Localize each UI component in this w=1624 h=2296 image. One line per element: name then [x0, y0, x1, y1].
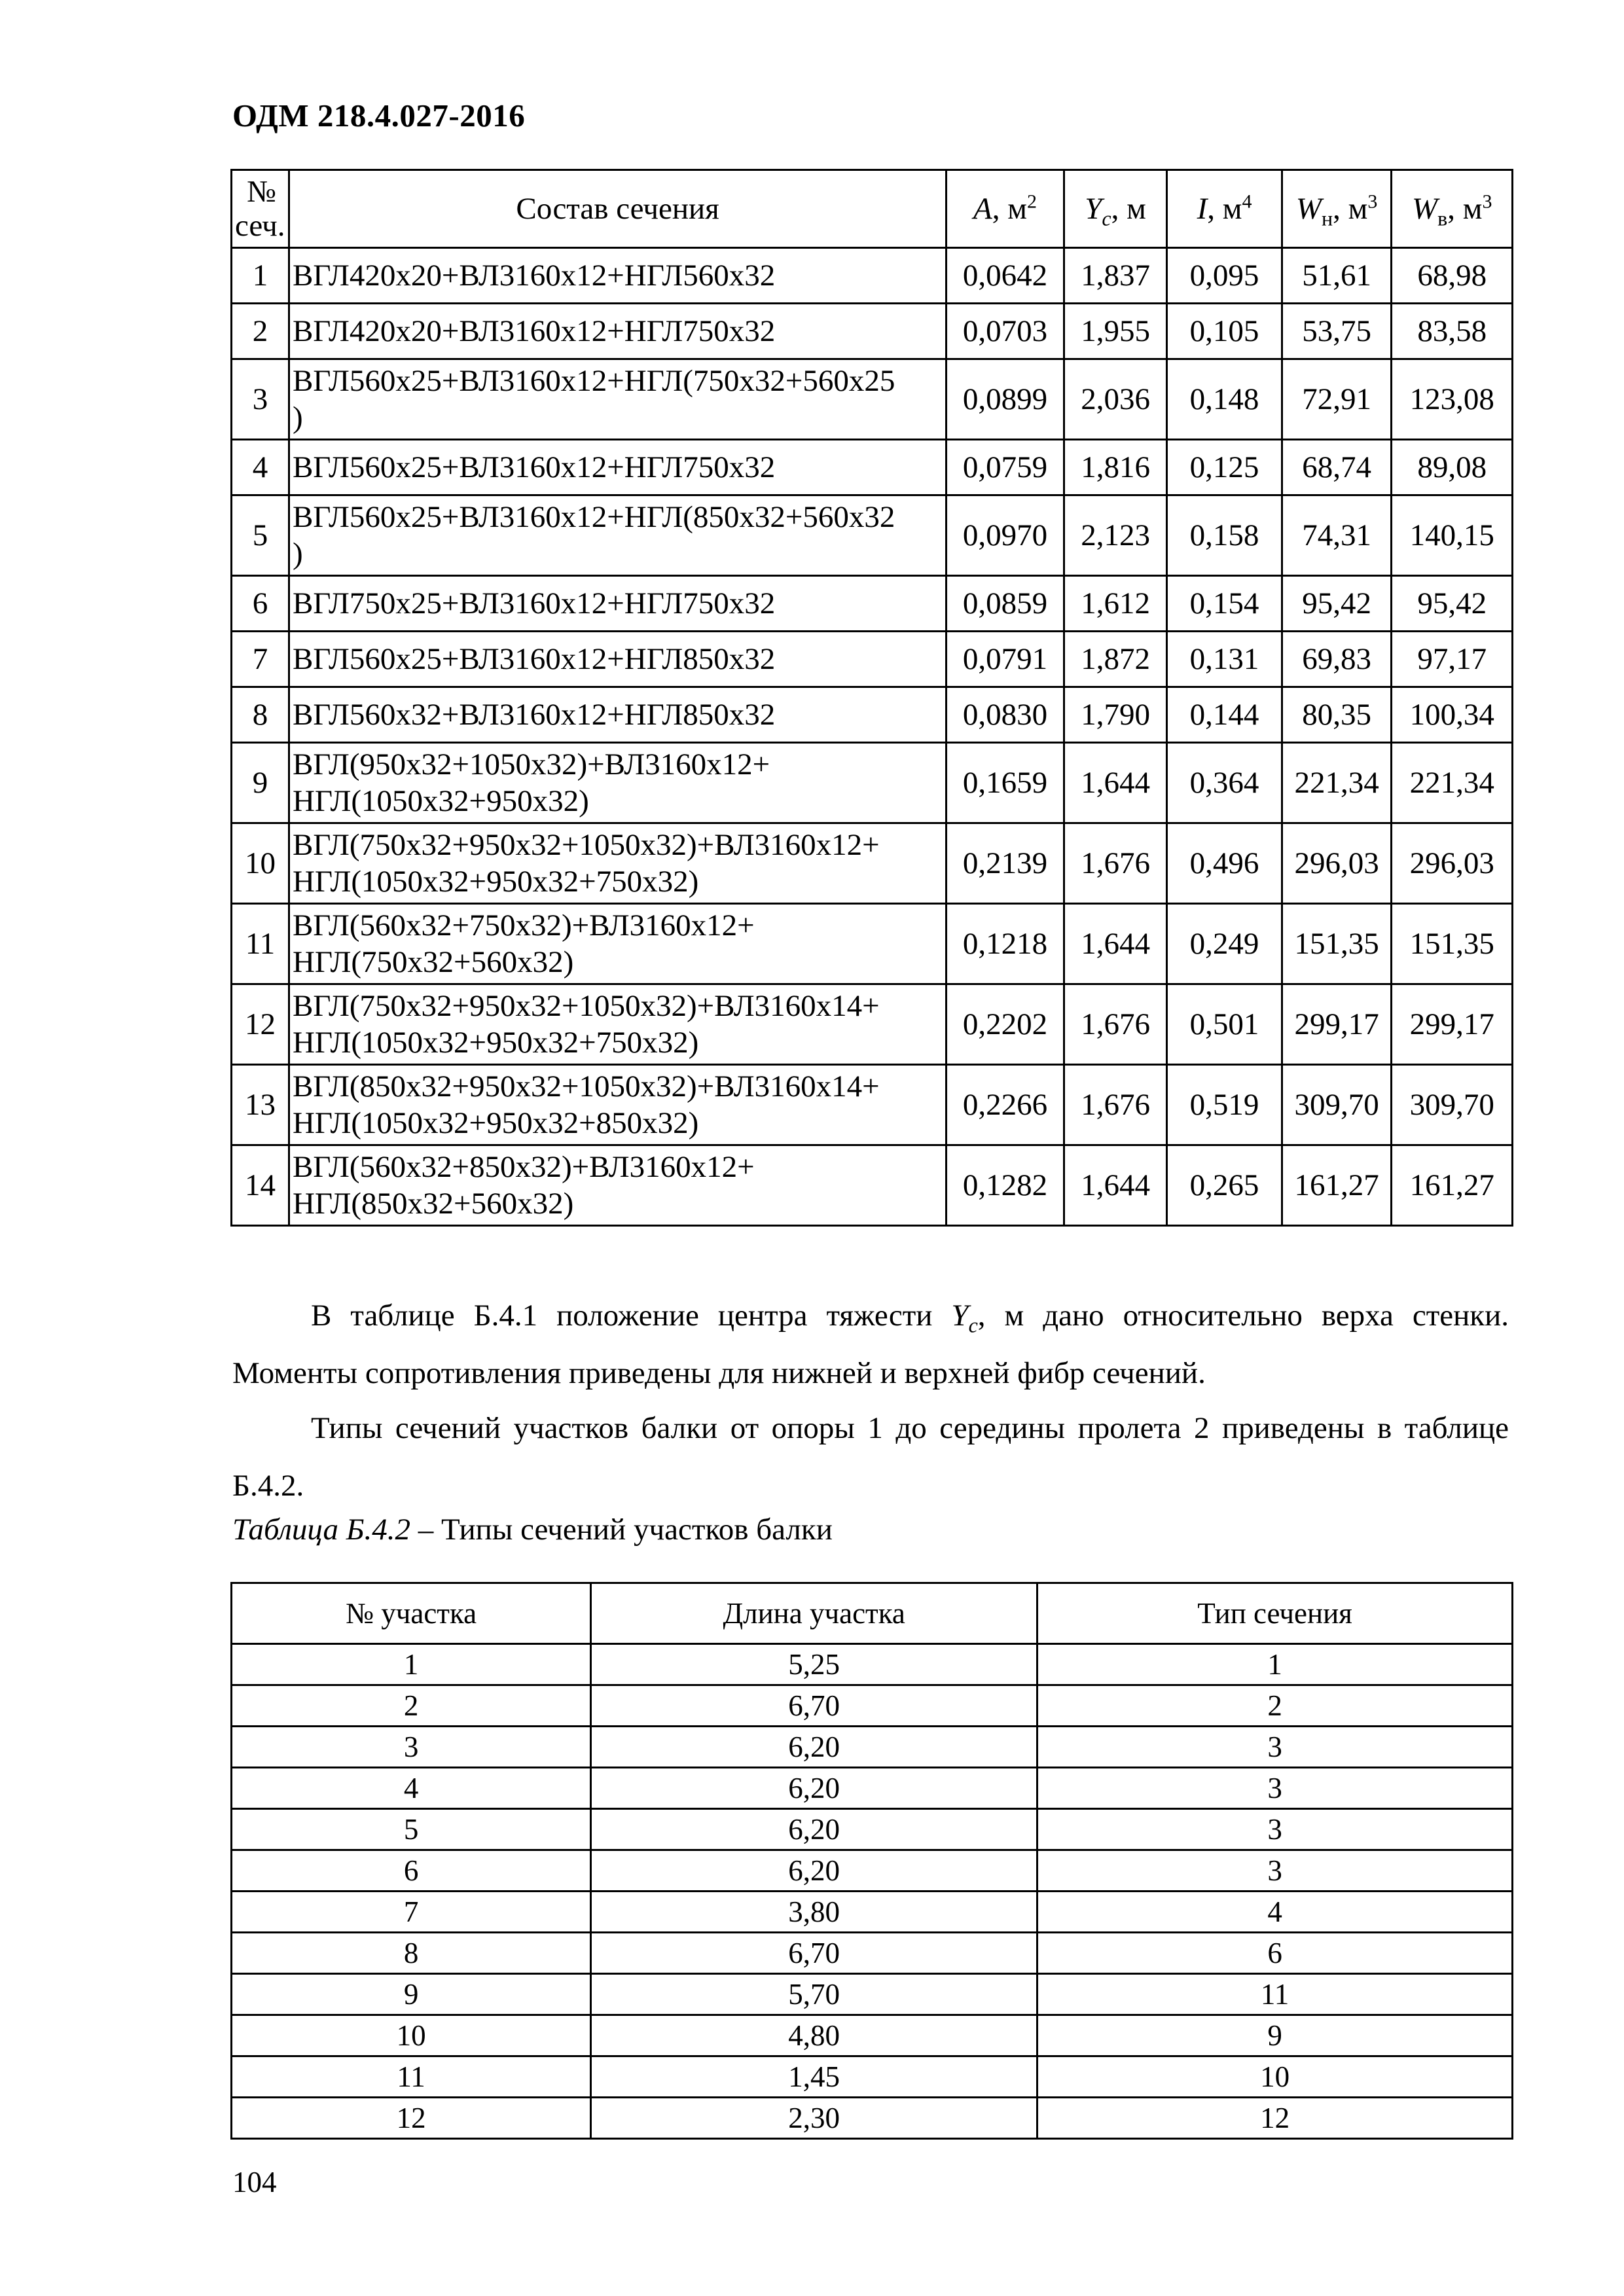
cell-section-type: 3	[1038, 1850, 1513, 1892]
cell-segment-length: 6,70	[591, 1933, 1038, 1974]
col-header-yc: $Y_c$, м	[1064, 170, 1167, 248]
paragraph-section-types: Типы сечений участков балки от опоры 1 до середины пролета 2 приведены в таблице Б.4.2.	[232, 1411, 1509, 1503]
table-row	[232, 304, 1513, 359]
cell-wv: 151,35	[1392, 904, 1513, 984]
composition-line-2: НГЛ(1050х32+950х32)	[292, 784, 589, 818]
cell-segment-number: 12	[232, 2098, 591, 2139]
cell-wv: 296,03	[1392, 823, 1513, 904]
cell-wv: 89,08	[1392, 440, 1513, 495]
cell-wn: 80,35	[1282, 687, 1392, 743]
cell-wn: 68,74	[1282, 440, 1392, 495]
cell-yc: 1,644	[1064, 1145, 1167, 1226]
composition-line-1: ВГЛ560х25+ВЛ3160х12+НГЛ(850х32+560х32	[292, 500, 895, 534]
cell-area: 0,0859	[947, 576, 1064, 632]
cell-yc: 1,676	[1064, 1065, 1167, 1145]
cell-composition	[289, 440, 946, 495]
cell-yc: 1,872	[1064, 632, 1167, 687]
cell-wn: 299,17	[1282, 984, 1392, 1065]
cell-wn: 74,31	[1282, 495, 1392, 576]
cell-wv: 299,17	[1392, 984, 1513, 1065]
cell-segment-length: 6,70	[591, 1685, 1038, 1727]
cell-wn: 69,83	[1282, 632, 1392, 687]
table-row	[232, 2015, 1513, 2056]
cell-inertia: 0,496	[1167, 823, 1282, 904]
cell-section-type: 4	[1038, 1892, 1513, 1933]
cell-wv: 140,15	[1392, 495, 1513, 576]
cell-composition	[289, 359, 946, 440]
composition-line-1: ВГЛ(560х32+850х32)+ВЛ3160х12+	[292, 1150, 755, 1184]
table-row	[232, 904, 1513, 984]
cell-yc: 1,816	[1064, 440, 1167, 495]
cell-area: 0,0830	[947, 687, 1064, 743]
cell-section-number: 3	[232, 359, 289, 440]
cell-inertia: 0,105	[1167, 304, 1282, 359]
cell-wv: 68,98	[1392, 248, 1513, 304]
table-row	[232, 359, 1513, 440]
cell-section-number: 9	[232, 743, 289, 823]
composition-line-1: ВГЛ750х25+ВЛ3160х12+НГЛ750х32	[292, 586, 776, 620]
cell-composition	[289, 823, 946, 904]
table-row	[232, 984, 1513, 1065]
table-row	[232, 743, 1513, 823]
composition-line-2: )	[292, 537, 303, 571]
cell-wv: 100,34	[1392, 687, 1513, 743]
composition-line-1: ВГЛ560х25+ВЛ3160х12+НГЛ750х32	[292, 450, 776, 484]
cell-yc: 1,837	[1064, 248, 1167, 304]
cell-wn: 95,42	[1282, 576, 1392, 632]
cell-segment-length: 4,80	[591, 2015, 1038, 2056]
cell-segment-number: 4	[232, 1768, 591, 1809]
table-row	[232, 1644, 1513, 1685]
cell-yc: 1,676	[1064, 984, 1167, 1065]
cell-inertia: 0,131	[1167, 632, 1282, 687]
cell-composition	[289, 743, 946, 823]
cell-section-number: 4	[232, 440, 289, 495]
cell-segment-length: 6,20	[591, 1850, 1038, 1892]
cell-segment-length: 3,80	[591, 1892, 1038, 1933]
cell-section-number: 12	[232, 984, 289, 1065]
cell-wn: 53,75	[1282, 304, 1392, 359]
cell-area: 0,1218	[947, 904, 1064, 984]
composition-line-2: НГЛ(1050х32+950х32+850х32)	[292, 1106, 699, 1140]
col-header-wn: $W_н$, $м^3$	[1282, 170, 1392, 248]
composition-line-1: ВГЛ420х20+ВЛ3160х12+НГЛ560х32	[292, 259, 776, 293]
cell-wv: 123,08	[1392, 359, 1513, 440]
cell-section-type: 9	[1038, 2015, 1513, 2056]
table-row	[232, 1933, 1513, 1974]
cell-segment-number: 8	[232, 1933, 591, 1974]
cell-wn: 296,03	[1282, 823, 1392, 904]
cell-section-number: 5	[232, 495, 289, 576]
cell-inertia: 0,249	[1167, 904, 1282, 984]
cell-area: 0,1282	[947, 1145, 1064, 1226]
composition-line-1: ВГЛ560х25+ВЛ3160х12+НГЛ850х32	[292, 642, 776, 676]
cell-segment-number: 2	[232, 1685, 591, 1727]
cell-segment-number: 11	[232, 2056, 591, 2098]
composition-line-1: ВГЛ(850х32+950х32+1050х32)+ВЛ3160х14+	[292, 1069, 880, 1103]
composition-line-1: ВГЛ(950х32+1050х32)+ВЛ3160х12+	[292, 747, 770, 781]
composition-line-1: ВГЛ420х20+ВЛ3160х12+НГЛ750х32	[292, 314, 776, 348]
cell-area: 0,0703	[947, 304, 1064, 359]
cell-segment-number: 9	[232, 1974, 591, 2015]
cell-inertia: 0,501	[1167, 984, 1282, 1065]
cell-section-type: 1	[1038, 1644, 1513, 1685]
cell-wv: 95,42	[1392, 576, 1513, 632]
col-header-section-type: Тип сечения	[1038, 1583, 1513, 1644]
composition-line-2: )	[292, 401, 303, 435]
cell-yc: 1,644	[1064, 904, 1167, 984]
table-row	[232, 248, 1513, 304]
cell-inertia: 0,095	[1167, 248, 1282, 304]
col-header-composition: Состав сечения	[289, 170, 946, 248]
cell-composition	[289, 495, 946, 576]
cell-section-number: 13	[232, 1065, 289, 1145]
cell-section-type: 3	[1038, 1809, 1513, 1850]
segments-table	[230, 1582, 1513, 2140]
cell-segment-number: 7	[232, 1892, 591, 1933]
cell-area: 0,0970	[947, 495, 1064, 576]
cell-yc: 2,036	[1064, 359, 1167, 440]
cell-wn: 72,91	[1282, 359, 1392, 440]
cell-composition	[289, 632, 946, 687]
cell-segment-number: 10	[232, 2015, 591, 2056]
col-header-inertia: I, $м^4$	[1167, 170, 1282, 248]
cell-yc: 2,123	[1064, 495, 1167, 576]
cell-section-number: 14	[232, 1145, 289, 1226]
cell-wv: 83,58	[1392, 304, 1513, 359]
table-row	[232, 1809, 1513, 1850]
cell-area: 0,0791	[947, 632, 1064, 687]
cell-inertia: 0,144	[1167, 687, 1282, 743]
cell-section-type: 11	[1038, 1974, 1513, 2015]
cell-segment-length: 6,20	[591, 1727, 1038, 1768]
cell-section-type: 6	[1038, 1933, 1513, 1974]
table-row	[232, 440, 1513, 495]
cell-segment-length: 5,25	[591, 1644, 1038, 1685]
table-row	[232, 1065, 1513, 1145]
cell-area: 0,1659	[947, 743, 1064, 823]
cell-segment-length: 6,20	[591, 1809, 1038, 1850]
col-header-segment-number: № участка	[232, 1583, 591, 1644]
paragraph-centroid-note: В таблице Б.4.1 положение центра тяжести $Y_c$, м дано относительно верха стенки. Моменты сопротивления приведены для нижней и верхней фибр сечений.	[232, 1299, 1509, 1390]
cell-composition	[289, 984, 946, 1065]
cell-section-type: 3	[1038, 1768, 1513, 1809]
cell-section-number: 8	[232, 687, 289, 743]
page-number: 104	[232, 2166, 277, 2198]
cell-section-type: 2	[1038, 1685, 1513, 1727]
composition-line-2: НГЛ(850х32+560х32)	[292, 1187, 574, 1221]
cell-composition	[289, 687, 946, 743]
composition-line-1: ВГЛ(750х32+950х32+1050х32)+ВЛ3160х14+	[292, 989, 880, 1023]
table-row	[232, 2056, 1513, 2098]
cell-section-number: 7	[232, 632, 289, 687]
cell-section-type: 10	[1038, 2056, 1513, 2098]
cell-section-number: 10	[232, 823, 289, 904]
cell-wn: 161,27	[1282, 1145, 1392, 1226]
table-row	[232, 576, 1513, 632]
cell-composition	[289, 1065, 946, 1145]
cell-section-number: 6	[232, 576, 289, 632]
composition-line-2: НГЛ(1050х32+950х32+750х32)	[292, 1026, 699, 1060]
table-row	[232, 687, 1513, 743]
table-row	[232, 1685, 1513, 1727]
cell-yc: 1,612	[1064, 576, 1167, 632]
cell-wv: 161,27	[1392, 1145, 1513, 1226]
composition-line-1: ВГЛ560х32+ВЛ3160х12+НГЛ850х32	[292, 698, 776, 732]
col-header-wv: $W_в$, $м^3$	[1392, 170, 1513, 248]
table-row	[232, 1727, 1513, 1768]
cell-inertia: 0,125	[1167, 440, 1282, 495]
cell-segment-number: 1	[232, 1644, 591, 1685]
col-header-segment-length: Длина участка	[591, 1583, 1038, 1644]
cell-wn: 51,61	[1282, 248, 1392, 304]
cell-section-number: 11	[232, 904, 289, 984]
cell-inertia: 0,148	[1167, 359, 1282, 440]
cell-yc: 1,955	[1064, 304, 1167, 359]
cell-segment-length: 6,20	[591, 1768, 1038, 1809]
table-row	[232, 1850, 1513, 1892]
cell-composition	[289, 1145, 946, 1226]
composition-line-1: ВГЛ(750х32+950х32+1050х32)+ВЛ3160х12+	[292, 828, 880, 862]
cell-yc: 1,676	[1064, 823, 1167, 904]
cell-wn: 221,34	[1282, 743, 1392, 823]
cell-yc: 1,644	[1064, 743, 1167, 823]
composition-line-2: НГЛ(1050х32+950х32+750х32)	[292, 865, 699, 899]
cell-composition	[289, 904, 946, 984]
cell-section-type: 12	[1038, 2098, 1513, 2139]
cell-area: 0,2266	[947, 1065, 1064, 1145]
cell-section-number: 1	[232, 248, 289, 304]
cell-segment-number: 6	[232, 1850, 591, 1892]
document-code: ОДМ 218.4.027-2016	[232, 98, 526, 134]
table-row	[232, 632, 1513, 687]
cell-area: 0,0899	[947, 359, 1064, 440]
composition-line-1: ВГЛ560х25+ВЛ3160х12+НГЛ(750х32+560х25	[292, 364, 895, 398]
cell-wn: 151,35	[1282, 904, 1392, 984]
table-row	[232, 1768, 1513, 1809]
cell-segment-number: 3	[232, 1727, 591, 1768]
composition-line-2: НГЛ(750х32+560х32)	[292, 945, 574, 979]
cell-inertia: 0,519	[1167, 1065, 1282, 1145]
cell-area: 0,0642	[947, 248, 1064, 304]
table-row	[232, 1974, 1513, 2015]
cell-inertia: 0,154	[1167, 576, 1282, 632]
cell-segment-length: 1,45	[591, 2056, 1038, 2098]
table-header-row	[232, 170, 1513, 248]
table-caption: Таблица Б.4.2 – Типы сечений участков балки	[232, 1513, 833, 1547]
cell-wv: 309,70	[1392, 1065, 1513, 1145]
cell-inertia: 0,158	[1167, 495, 1282, 576]
cell-wv: 97,17	[1392, 632, 1513, 687]
table-row	[232, 1892, 1513, 1933]
cell-composition	[289, 576, 946, 632]
table-row	[232, 1145, 1513, 1226]
cell-wn: 309,70	[1282, 1065, 1392, 1145]
cell-segment-length: 5,70	[591, 1974, 1038, 2015]
cell-segment-number: 5	[232, 1809, 591, 1850]
cell-inertia: 0,364	[1167, 743, 1282, 823]
cell-wv: 221,34	[1392, 743, 1513, 823]
table-row	[232, 823, 1513, 904]
col-header-area: A, $м^2$	[947, 170, 1064, 248]
cell-composition	[289, 304, 946, 359]
cell-segment-length: 2,30	[591, 2098, 1038, 2139]
cell-composition	[289, 248, 946, 304]
composition-line-1: ВГЛ(560х32+750х32)+ВЛ3160х12+	[292, 908, 755, 942]
cell-area: 0,2139	[947, 823, 1064, 904]
sections-table	[230, 169, 1513, 1227]
table-row	[232, 495, 1513, 576]
col-header-number: № сеч.	[232, 170, 289, 248]
cell-area: 0,2202	[947, 984, 1064, 1065]
table-row	[232, 2098, 1513, 2139]
cell-section-number: 2	[232, 304, 289, 359]
cell-area: 0,0759	[947, 440, 1064, 495]
cell-section-type: 3	[1038, 1727, 1513, 1768]
cell-yc: 1,790	[1064, 687, 1167, 743]
table-header-row	[232, 1583, 1513, 1644]
cell-inertia: 0,265	[1167, 1145, 1282, 1226]
